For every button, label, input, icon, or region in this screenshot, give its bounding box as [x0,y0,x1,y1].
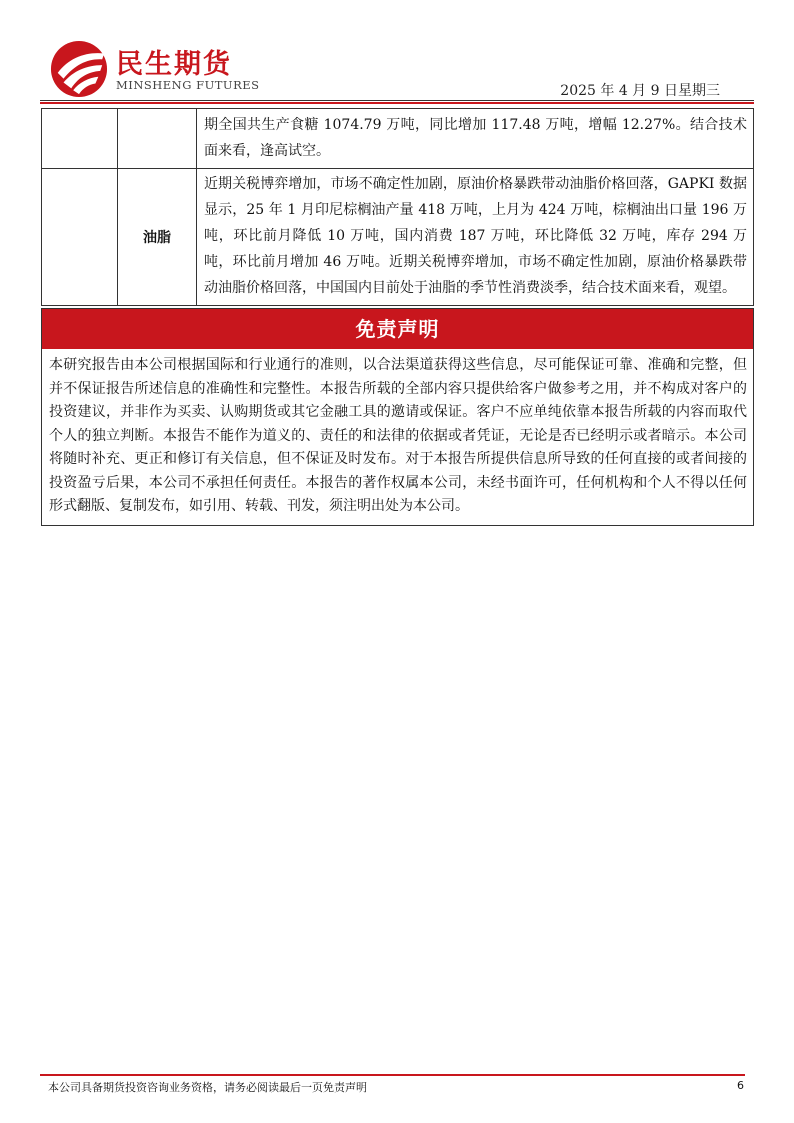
disclaimer-body: 本研究报告由本公司根据国际和行业通行的准则，以合法渠道获得这些信息，尽可能保证可靠、准确和完整，但并不保证报告所述信息的准确性和完整性。本报告所载的全部内容只提供给客户做参考之用，并不构成对客户的投资建议，并非作为买卖、认购期货或其它金融工具的邀请或保证。客户不应单纯依靠本报告所载的内容而取代个人的独立判断。本报告不能作为道义的、责任的和法律的依据或者凭证，无论是否已经明示或者暗示。本公司将随时补充、更正和修订有关信息，但不保证及时发布。对于本报告所提供信息所导致的任何直接的或者间接的投资盈亏后果，本公司不承担任何责任。本报告的著作权属本公司，未经书面许可，任何机构和个人不得以任何形式翻版、复制发布，如引用、转载、刊发，须注明出处为本公司。 [49,357,747,514]
minsheng-logo-icon [50,40,108,98]
footer-notice: 本公司具备期货投资咨询业务资格，请务必阅读最后一页免责声明 [48,1081,367,1094]
page-number: 6 [737,1079,744,1092]
header-divider [40,100,754,101]
header-divider-red [40,102,754,104]
logo-english-name: MINSHENG FUTURES [116,78,260,92]
category-cell [42,169,118,306]
analysis-cell: 期全国共生产食糖 1074.79 万吨，同比增加 117.48 万吨，增幅 12.27%。结合技术面来看，逢高试空。 [197,109,754,169]
table-row [42,169,754,306]
logo-chinese-name: 民生期货 [116,49,232,80]
table-row [42,109,754,169]
footer-divider [40,1074,745,1076]
report-date: 2025 年 4 月 9 日星期三 [560,83,720,99]
commodity-cell: 油脂 [118,169,197,306]
commodity-cell [118,109,197,169]
category-cell [42,109,118,169]
analysis-cell: 近期关税博弈增加，市场不确定性加剧，原油价格暴跌带动油脂价格回落，GAPKI 数据显示，25 年 1 月印尼棕榈油产量 418 万吨，上月为 424 万吨，棕榈油出口量 196 万吨，环比前月降低 10 万吨，国内消费 187 万吨，环比降低 32 万吨，库存 294 万吨，环比前月增加 46 万吨。近期关税博弈增加，市场不确定性加剧，原油价格暴跌带动油脂价格回落，中国国内目前处于油脂的季节性消费淡季，结合技术面来看，观望。 [197,169,754,306]
disclaimer-title: 免责声明 [42,309,753,349]
page-header [40,38,754,100]
disclaimer-section [41,308,754,526]
commodity-table [41,108,754,306]
